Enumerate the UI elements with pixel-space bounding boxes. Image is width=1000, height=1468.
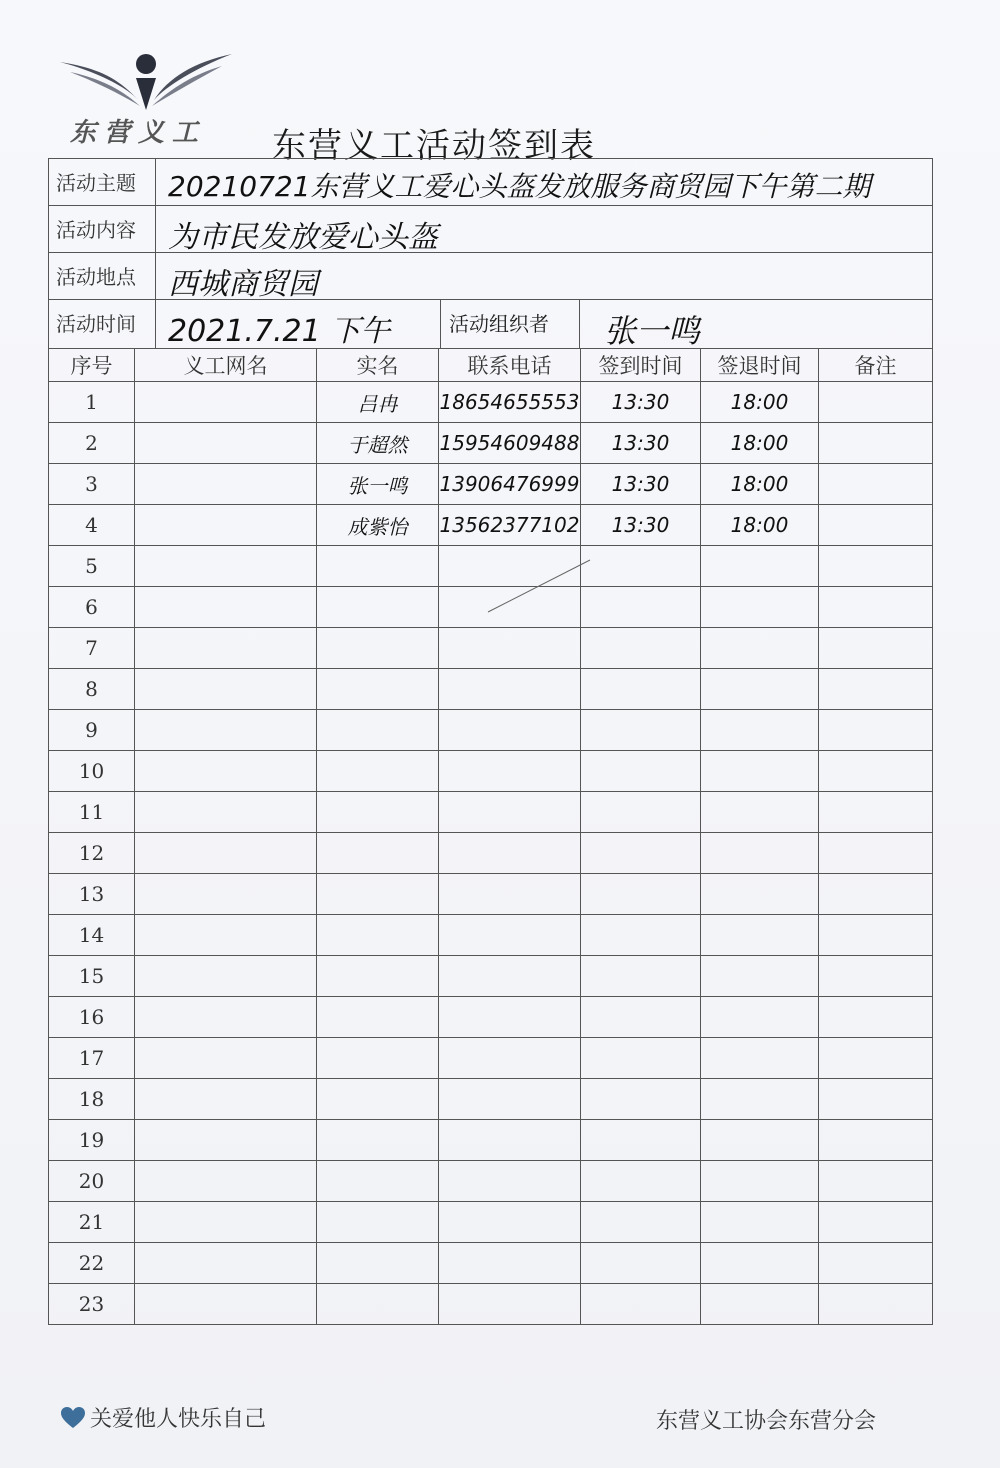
col-nickname: 义工网名 <box>135 349 317 382</box>
page-title: 东营义工活动签到表 <box>272 126 596 166</box>
real-name-cell: 成紫怡 <box>317 505 439 546</box>
row-number: 5 <box>49 546 135 587</box>
sign-out-cell <box>701 792 819 833</box>
note-cell <box>819 1120 933 1161</box>
real-name-cell <box>317 1038 439 1079</box>
sign-out-cell <box>701 751 819 792</box>
table-row <box>49 1079 933 1120</box>
row-number: 15 <box>49 956 135 997</box>
real-name-cell <box>317 915 439 956</box>
sign-in-cell <box>581 710 701 751</box>
col-note: 备注 <box>819 349 933 382</box>
heart-icon <box>60 1406 86 1430</box>
info-row-content <box>48 205 932 255</box>
row-number: 6 <box>49 587 135 628</box>
nickname-cell <box>135 628 317 669</box>
nickname-cell <box>135 1120 317 1161</box>
phone-cell <box>439 1243 581 1284</box>
sign-out-cell <box>701 833 819 874</box>
real-name-cell <box>317 710 439 751</box>
table-row <box>49 956 933 997</box>
sign-out-cell <box>701 546 819 587</box>
real-name-cell <box>317 1243 439 1284</box>
note-cell <box>819 546 933 587</box>
content-value: 为市民发放爱心头盔 <box>168 220 438 255</box>
row-number: 3 <box>49 464 135 505</box>
nickname-cell <box>135 464 317 505</box>
real-name-cell: 吕冉 <box>317 382 439 423</box>
note-cell <box>819 710 933 751</box>
row-number: 20 <box>49 1161 135 1202</box>
sign-in-cell <box>581 833 701 874</box>
phone-cell <box>439 792 581 833</box>
row-number: 14 <box>49 915 135 956</box>
sign-in-cell: 13:30 <box>581 382 701 423</box>
real-name-cell <box>317 628 439 669</box>
note-cell <box>819 587 933 628</box>
row-number: 16 <box>49 997 135 1038</box>
nickname-cell <box>135 423 317 464</box>
phone-cell <box>439 710 581 751</box>
nickname-cell <box>135 874 317 915</box>
row-number: 4 <box>49 505 135 546</box>
row-number: 19 <box>49 1120 135 1161</box>
nickname-cell <box>135 1202 317 1243</box>
nickname-cell <box>135 505 317 546</box>
info-row-location <box>48 252 932 302</box>
nickname-cell <box>135 669 317 710</box>
row-number: 23 <box>49 1284 135 1325</box>
real-name-cell <box>317 833 439 874</box>
phone-cell <box>439 997 581 1038</box>
table-row <box>49 1243 933 1284</box>
sign-in-cell <box>581 751 701 792</box>
phone-cell <box>439 874 581 915</box>
nickname-cell <box>135 546 317 587</box>
activity-info <box>48 158 932 348</box>
phone-cell <box>439 669 581 710</box>
table-row <box>49 751 933 792</box>
pen-stroke <box>484 556 594 616</box>
sign-in-cell <box>581 997 701 1038</box>
note-cell <box>819 1038 933 1079</box>
real-name-cell <box>317 1284 439 1325</box>
sign-in-cell <box>581 915 701 956</box>
sign-in-cell: 13:30 <box>581 464 701 505</box>
note-cell <box>819 464 933 505</box>
theme-label: 活动主题 <box>48 159 156 205</box>
note-cell <box>819 1079 933 1120</box>
row-number: 12 <box>49 833 135 874</box>
row-number: 17 <box>49 1038 135 1079</box>
real-name-cell <box>317 751 439 792</box>
nickname-cell <box>135 1161 317 1202</box>
note-cell <box>819 1161 933 1202</box>
real-name-cell <box>317 669 439 710</box>
sign-in-cell <box>581 546 701 587</box>
phone-cell <box>439 1038 581 1079</box>
time-value: 2021.7.21 下午 <box>168 314 391 349</box>
nickname-cell <box>135 587 317 628</box>
phone-cell <box>439 1202 581 1243</box>
table-row <box>49 628 933 669</box>
phone-cell: 13562377102 <box>439 505 581 546</box>
sign-out-cell <box>701 587 819 628</box>
nickname-cell <box>135 1079 317 1120</box>
table-row <box>49 669 933 710</box>
nickname-cell <box>135 1243 317 1284</box>
location-label: 活动地点 <box>48 253 156 299</box>
organizer-label: 活动组织者 <box>440 300 580 348</box>
note-cell <box>819 956 933 997</box>
sign-out-cell <box>701 1243 819 1284</box>
sign-out-cell <box>701 710 819 751</box>
sign-out-cell <box>701 956 819 997</box>
nickname-cell <box>135 833 317 874</box>
sign-out-cell <box>701 1202 819 1243</box>
real-name-cell <box>317 1202 439 1243</box>
real-name-cell <box>317 546 439 587</box>
nickname-cell <box>135 751 317 792</box>
table-row <box>49 710 933 751</box>
table-row <box>49 464 933 505</box>
table-row <box>49 1038 933 1079</box>
real-name-cell <box>317 1079 439 1120</box>
real-name-cell <box>317 874 439 915</box>
col-sign-in: 签到时间 <box>581 349 701 382</box>
row-number: 9 <box>49 710 135 751</box>
real-name-cell: 于超然 <box>317 423 439 464</box>
col-no: 序号 <box>49 349 135 382</box>
real-name-cell <box>317 587 439 628</box>
row-number: 7 <box>49 628 135 669</box>
nickname-cell <box>135 710 317 751</box>
note-cell <box>819 423 933 464</box>
sign-in-cell <box>581 874 701 915</box>
note-cell <box>819 1243 933 1284</box>
table-row <box>49 382 933 423</box>
sign-out-cell <box>701 1284 819 1325</box>
phone-cell <box>439 628 581 669</box>
real-name-cell <box>317 997 439 1038</box>
real-name-cell <box>317 1161 439 1202</box>
sign-out-cell <box>701 628 819 669</box>
sign-out-cell <box>701 874 819 915</box>
col-real-name: 实名 <box>317 349 439 382</box>
time-label: 活动时间 <box>48 300 156 348</box>
sign-out-cell <box>701 915 819 956</box>
sign-in-cell <box>581 1038 701 1079</box>
real-name-cell <box>317 792 439 833</box>
phone-cell: 15954609488 <box>439 423 581 464</box>
note-cell <box>819 874 933 915</box>
table-row <box>49 997 933 1038</box>
phone-cell <box>439 1284 581 1325</box>
info-row-theme <box>48 158 932 205</box>
sign-in-table <box>48 348 933 1325</box>
phone-cell <box>439 1120 581 1161</box>
row-number: 1 <box>49 382 135 423</box>
theme-value: 20210721东营义工爱心头盔发放服务商贸园下午第二期 <box>168 170 871 203</box>
sign-in-cell: 13:30 <box>581 505 701 546</box>
sign-in-cell <box>581 587 701 628</box>
sign-out-cell: 18:00 <box>701 464 819 505</box>
sign-in-cell <box>581 1120 701 1161</box>
table-row <box>49 874 933 915</box>
row-number: 13 <box>49 874 135 915</box>
sign-in-cell <box>581 1284 701 1325</box>
note-cell <box>819 382 933 423</box>
real-name-cell <box>317 956 439 997</box>
phone-cell <box>439 1079 581 1120</box>
info-row-time <box>48 299 932 348</box>
organizer-value: 张一鸣 <box>604 312 701 350</box>
sign-out-cell: 18:00 <box>701 423 819 464</box>
row-number: 21 <box>49 1202 135 1243</box>
sign-in-cell: 13:30 <box>581 423 701 464</box>
sign-in-cell <box>581 956 701 997</box>
note-cell <box>819 628 933 669</box>
slogan-text: 关爱他人快乐自己 <box>90 1407 267 1432</box>
note-cell <box>819 751 933 792</box>
nickname-cell <box>135 792 317 833</box>
volunteer-logo-icon <box>58 48 234 118</box>
logo-text: 东营义工 <box>70 118 207 148</box>
note-cell <box>819 1284 933 1325</box>
row-number: 11 <box>49 792 135 833</box>
real-name-cell <box>317 1120 439 1161</box>
sign-out-cell <box>701 1120 819 1161</box>
sign-in-cell <box>581 1243 701 1284</box>
sign-in-cell <box>581 628 701 669</box>
table-header-row <box>49 349 933 382</box>
table-row <box>49 915 933 956</box>
sign-out-cell <box>701 997 819 1038</box>
sign-in-cell <box>581 1161 701 1202</box>
real-name-cell: 张一鸣 <box>317 464 439 505</box>
phone-cell <box>439 833 581 874</box>
row-number: 22 <box>49 1243 135 1284</box>
location-value: 西城商贸园 <box>168 267 318 302</box>
sign-out-cell: 18:00 <box>701 505 819 546</box>
sign-in-cell <box>581 1202 701 1243</box>
nickname-cell <box>135 1284 317 1325</box>
note-cell <box>819 997 933 1038</box>
phone-cell <box>439 956 581 997</box>
sign-in-cell <box>581 792 701 833</box>
phone-cell: 13906476999 <box>439 464 581 505</box>
nickname-cell <box>135 956 317 997</box>
row-number: 18 <box>49 1079 135 1120</box>
table-row <box>49 792 933 833</box>
note-cell <box>819 833 933 874</box>
table-row <box>49 1284 933 1325</box>
row-number: 2 <box>49 423 135 464</box>
phone-cell <box>439 751 581 792</box>
row-number: 10 <box>49 751 135 792</box>
sign-in-cell <box>581 669 701 710</box>
table-row <box>49 1120 933 1161</box>
phone-cell: 18654655553 <box>439 382 581 423</box>
note-cell <box>819 792 933 833</box>
note-cell <box>819 505 933 546</box>
note-cell <box>819 1202 933 1243</box>
table-row <box>49 1202 933 1243</box>
note-cell <box>819 669 933 710</box>
phone-cell <box>439 1161 581 1202</box>
col-phone: 联系电话 <box>439 349 581 382</box>
footer-slogan <box>60 1402 266 1433</box>
table-row <box>49 833 933 874</box>
table-body <box>49 382 933 1325</box>
table-row <box>49 505 933 546</box>
sign-out-cell: 18:00 <box>701 382 819 423</box>
table-row <box>49 423 933 464</box>
nickname-cell <box>135 915 317 956</box>
row-number: 8 <box>49 669 135 710</box>
nickname-cell <box>135 382 317 423</box>
frame-right <box>932 158 933 348</box>
table-row <box>49 1161 933 1202</box>
nickname-cell <box>135 997 317 1038</box>
sign-out-cell <box>701 1038 819 1079</box>
sign-out-cell <box>701 1161 819 1202</box>
note-cell <box>819 915 933 956</box>
col-sign-out: 签退时间 <box>701 349 819 382</box>
footer-org: 东营义工协会东营分会 <box>656 1409 877 1434</box>
sign-out-cell <box>701 1079 819 1120</box>
sign-out-cell <box>701 669 819 710</box>
nickname-cell <box>135 1038 317 1079</box>
content-label: 活动内容 <box>48 206 156 252</box>
sign-in-cell <box>581 1079 701 1120</box>
phone-cell <box>439 915 581 956</box>
